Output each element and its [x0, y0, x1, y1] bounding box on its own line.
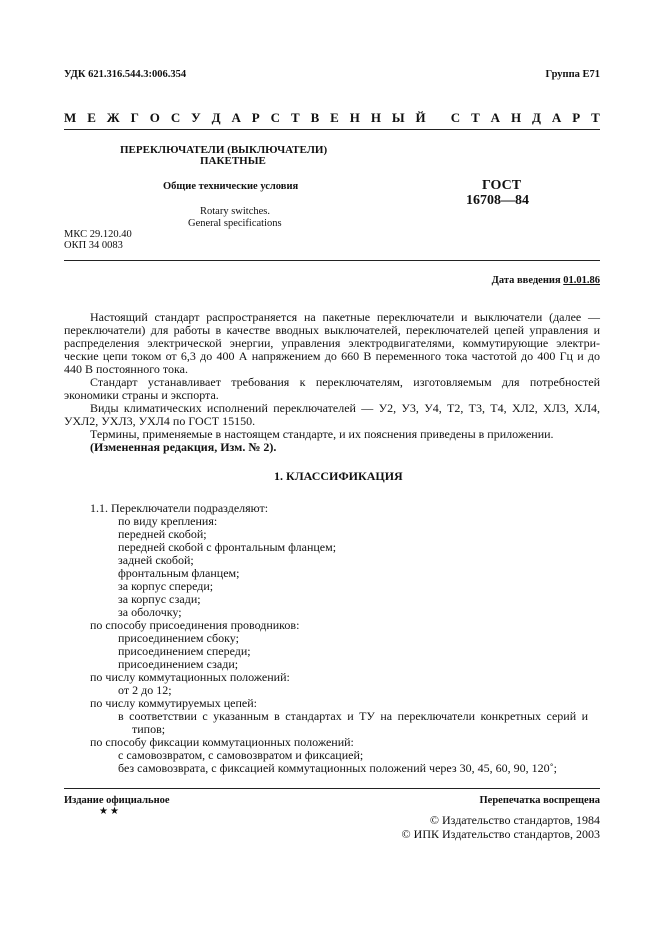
conn-label: по способу присоединения проводников:: [90, 618, 300, 632]
mount-item-7: за оболочку;: [118, 605, 182, 619]
banner-letter: Т: [471, 110, 480, 125]
p1-line-4: ческие цепи током от 6,3 до 400 А напряжением до 660 В переменного тока частотой до 400 Гц и до: [64, 349, 600, 363]
fix-item-1: с самовозвратом, с самовозвратом и фиксацией;: [118, 748, 364, 762]
banner-letter: Д: [532, 110, 541, 125]
mount-item-2: передней скобой с фронтальным фланцем;: [118, 540, 337, 554]
reprint-note: Перепечатка воспрещена: [479, 795, 600, 806]
stars: ★★: [99, 806, 121, 817]
pos-item-1: от 2 до 12;: [118, 683, 172, 697]
mount-item-3: задней скобой;: [118, 553, 194, 567]
p3-line-2: УХЛ2, УХЛ3, УХЛ4 по ГОСТ 15150.: [64, 414, 256, 428]
banner-letter: Д: [211, 110, 221, 125]
p4-line: Термины, применяемые в настоящем стандарте, и их пояснения приведены в приложении.: [90, 427, 554, 441]
intro-date-label: Дата введения: [491, 275, 561, 286]
copyright-1984: © Издательство стандартов, 1984: [429, 813, 600, 827]
conn-item-3: присоединением сзади;: [118, 657, 239, 671]
intro-date-value: 01.01.86: [563, 275, 600, 286]
gost-label: ГОСТ: [482, 178, 522, 193]
mount-item-1: передней скобой;: [118, 527, 207, 541]
title-line-1: ПЕРЕКЛЮЧАТЕЛИ (ВЫКЛЮЧАТЕЛИ): [120, 144, 328, 156]
banner-letter: Р: [251, 110, 260, 125]
circ-item-1: в соответствии с указанным в стандартах и ТУ на переключатели конкретных серий и: [118, 709, 588, 723]
banner-letter: С: [270, 110, 281, 125]
p1-line-5: 440 В постоянного тока.: [64, 362, 188, 376]
interstate-standard-banner: [64, 110, 600, 126]
banner-letter: Т: [290, 110, 300, 125]
banner-letter: Й: [415, 110, 426, 125]
banner-letter: Е: [87, 110, 96, 125]
footer-rule: [64, 788, 600, 789]
okp-code: ОКП 34 0083: [64, 240, 123, 251]
circ-label: по числу коммутируемых цепей:: [90, 696, 257, 710]
p1-line-2: переключатели) для работы в качестве вводных выключателей, переключателей цепей управления и: [64, 323, 600, 337]
mks-code: МКС 29.120.40: [64, 229, 132, 240]
banner-letter: [437, 110, 440, 126]
banner-letter: Н: [510, 110, 522, 125]
banner-letter: А: [490, 110, 501, 125]
banner-letter: В: [310, 110, 320, 125]
mount-label: по виду крепления:: [118, 514, 218, 528]
circ-item-2: типов;: [132, 722, 166, 736]
banner-letter: Ж: [106, 110, 120, 125]
banner-letter: Ы: [391, 110, 405, 125]
banner-letter: Р: [572, 110, 581, 125]
p2-line-2: экономики страны и экспорта.: [64, 388, 219, 402]
gost-number: 16708—84: [466, 193, 529, 208]
banner-letter: Н: [349, 110, 360, 125]
group-code: Группа Е71: [545, 69, 600, 80]
pos-label: по числу коммутационных положений:: [90, 670, 290, 684]
p1-line-3: распределения электрической энергии, управления электродвигателями, коммутирующие электри-: [64, 336, 600, 350]
section-1-title: 1. КЛАССИФИКАЦИЯ: [274, 469, 403, 483]
p3-line-1: Виды климатических исполнений переключателей — У2, У3, У4, Т2, Т3, Т4, ХЛ2, ХЛ3, ХЛ4,: [90, 401, 600, 415]
banner-letter: Г: [130, 110, 139, 125]
banner-letter: А: [231, 110, 241, 125]
banner-letter: С: [170, 110, 181, 125]
clause-1-1: 1.1. Переключатели подразделяют:: [90, 501, 269, 515]
banner-letter: О: [149, 110, 160, 125]
banner-rule: [64, 129, 600, 130]
subtitle: Общие технические условия: [163, 181, 299, 192]
banner-letter: С: [450, 110, 461, 125]
mount-item-6: за корпус сзади;: [118, 592, 201, 606]
mount-item-4: фронтальным фланцем;: [118, 566, 240, 580]
amendment-note: (Измененная редакция, Изм. № 2).: [90, 440, 277, 454]
fix-label: по способу фиксации коммутационных положений:: [90, 735, 354, 749]
header-rule: [64, 260, 600, 261]
intro-date: [492, 275, 600, 286]
fix-item-2: без самовозврата, с фиксацией коммутационных положений через 30, 45, 60, 90, 120˚;: [118, 761, 557, 775]
udk-code: УДК 621.316.544.3:006.354: [64, 69, 187, 80]
banner-letter: Е: [330, 110, 339, 125]
p2-line-1: Стандарт устанавливает требования к переключателям, изготовляемым для потребностей: [90, 375, 600, 389]
banner-letter: Т: [591, 110, 600, 125]
banner-letter: У: [191, 110, 201, 125]
conn-item-1: присоединением сбоку;: [118, 631, 239, 645]
english-title-2: General specifications: [188, 218, 282, 229]
mount-item-5: за корпус спереди;: [118, 579, 214, 593]
banner-letter: Н: [370, 110, 381, 125]
title-line-2: ПАКЕТНЫЕ: [200, 155, 266, 167]
banner-letter: А: [551, 110, 562, 125]
conn-item-2: присоединением спереди;: [118, 644, 251, 658]
banner-letter: М: [64, 110, 77, 125]
english-title-1: Rotary switches.: [200, 206, 270, 217]
p1-line-1: Настоящий стандарт распространяется на пакетные переключатели и выключатели (далее —: [90, 310, 600, 324]
official-edition: Издание официальное: [64, 795, 170, 806]
copyright-2003: © ИПК Издательство стандартов, 2003: [401, 827, 600, 841]
